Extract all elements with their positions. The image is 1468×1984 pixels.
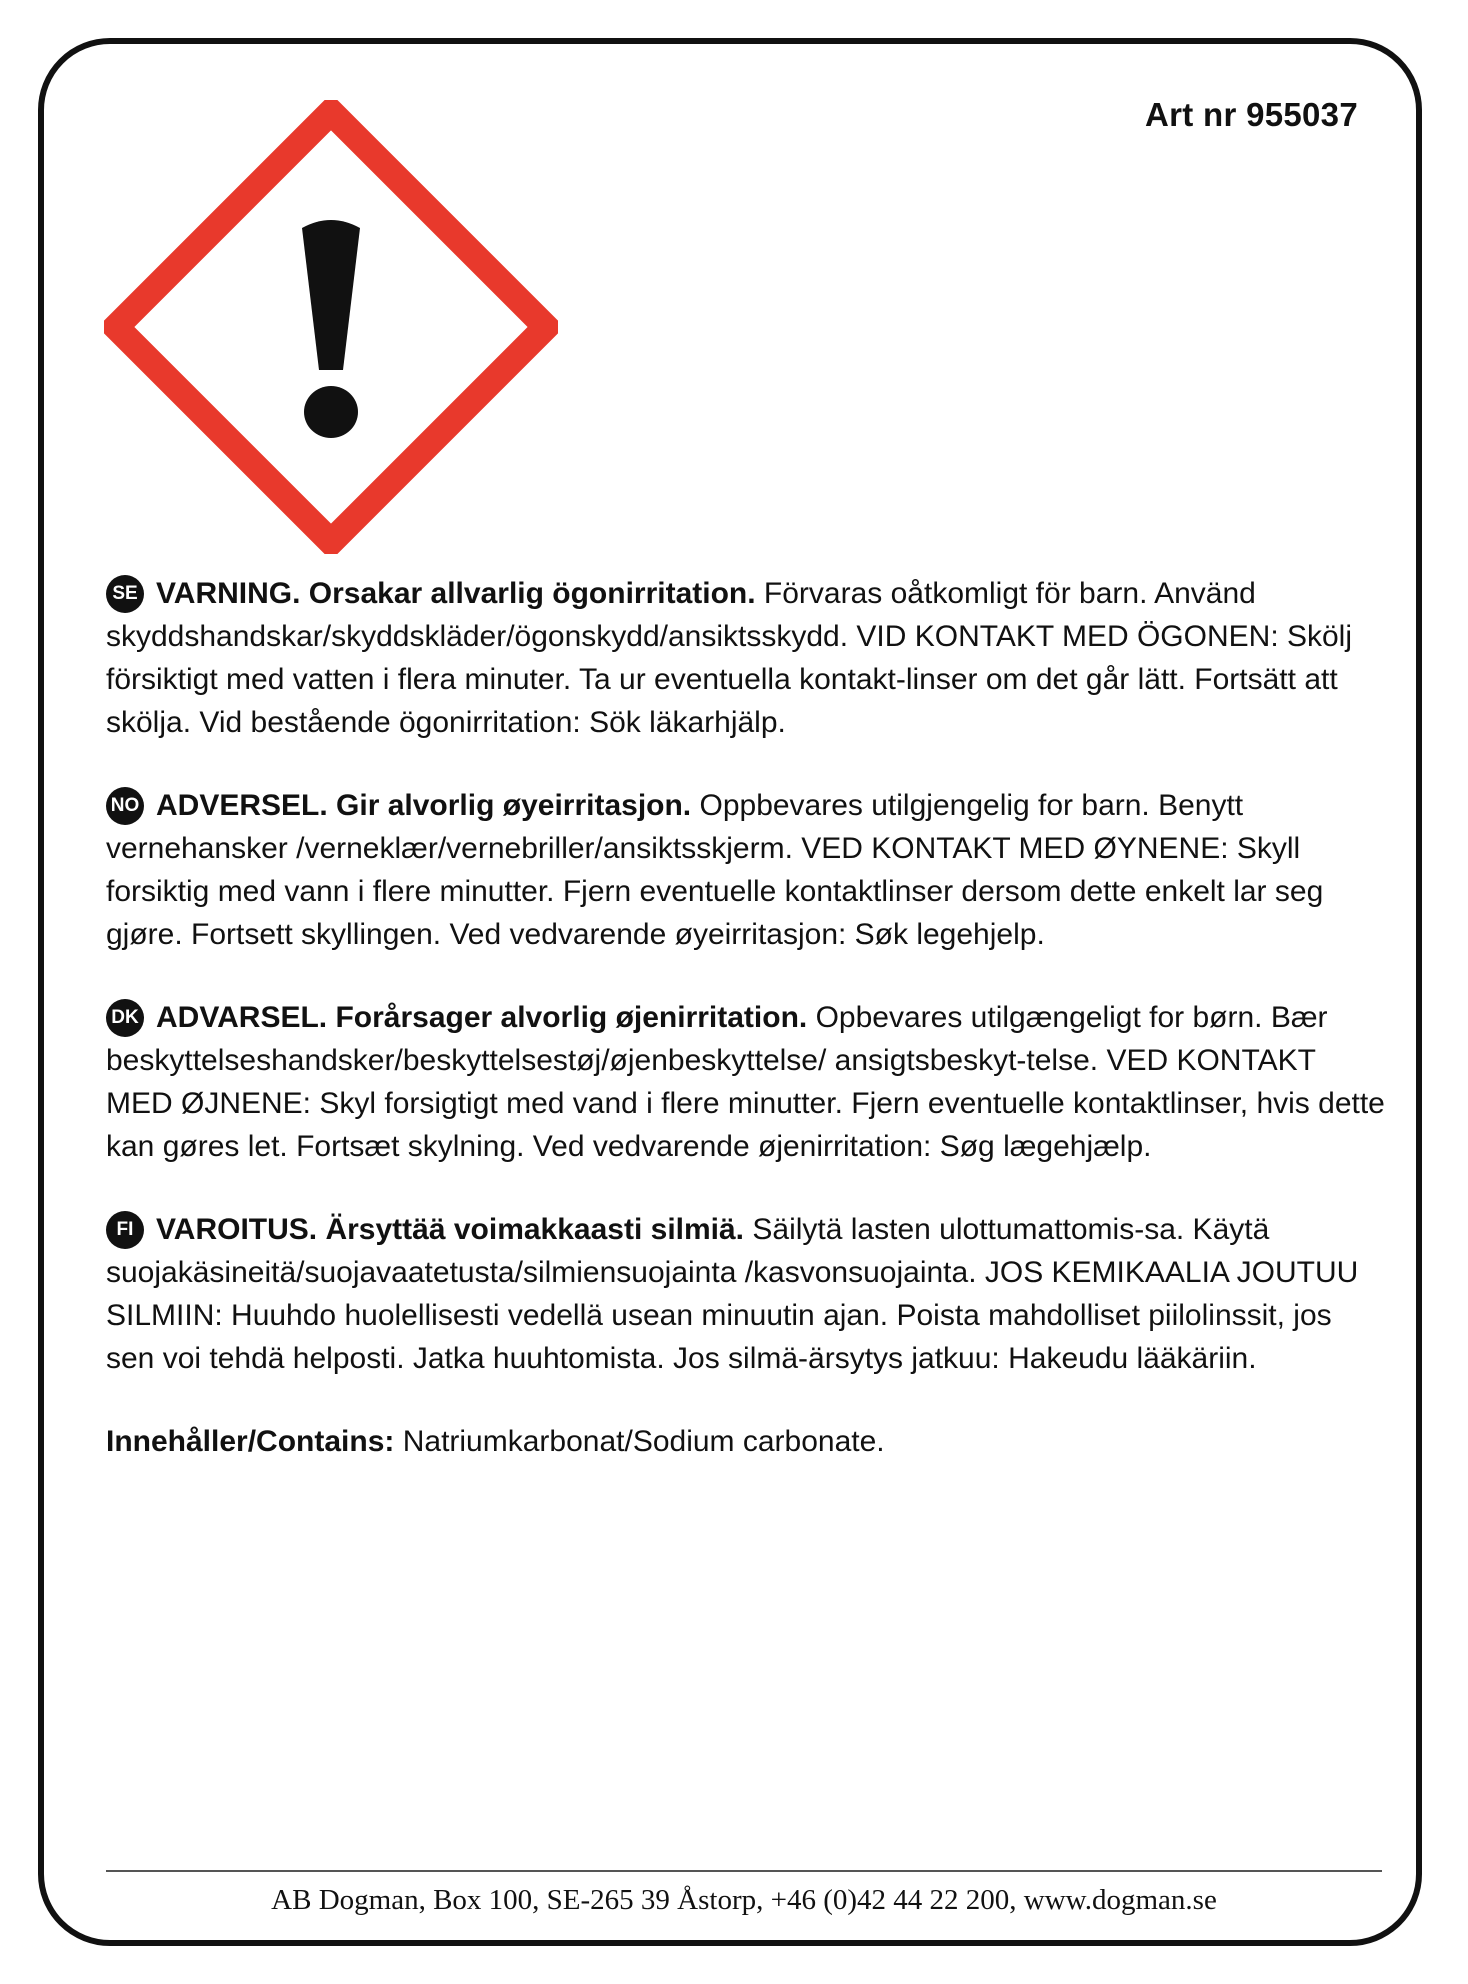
article-number: Art nr 955037 — [1144, 96, 1358, 133]
section-fi — [106, 1208, 1386, 1380]
section-se-headline: VARNING. Orsakar allvarlig ögonirritation. — [156, 577, 756, 610]
contains-label: Innehåller/Contains: — [106, 1425, 395, 1458]
section-se — [106, 572, 1386, 744]
language-badge-se: SE — [106, 575, 144, 613]
contains-line — [106, 1420, 1386, 1463]
section-no-body: Oppbevares utilgjengelig for barn. Benytt vernehansker /verneklær/vernebriller/ansiktsskjerm. VED KONTAKT MED ØYNENE: Skyll forsiktig med vann i flere minutter. Fjern eventuelle kontaktlinser dersom dette enkelt lar seg gjøre. Fortsett skyllingen. Ved vedvarende øyeirritasjon: Søk legehjelp. — [106, 789, 1324, 951]
section-fi-headline: VAROITUS. Ärsyttää voimakkaasti silmiä. — [156, 1213, 745, 1246]
hazard-statements — [106, 572, 1386, 1463]
language-badge-fi: FI — [106, 1211, 144, 1249]
footer-divider — [106, 1870, 1382, 1872]
section-dk — [106, 996, 1386, 1168]
company-footer: AB Dogman, Box 100, SE-265 39 Åstorp, +46 (0)42 44 22 200, www.dogman.se — [271, 1884, 1217, 1916]
contains-value: Natriumkarbonat/Sodium carbonate. — [402, 1425, 885, 1458]
exclamation-mark-hazard-icon — [104, 100, 558, 554]
language-badge-no: NO — [106, 787, 144, 825]
section-dk-body: Opbevares utilgængeligt for børn. Bær beskyttelseshandsker/beskyttelsestøj/øjenbeskyttelse/ ansigtsbeskyt-telse. VED KONTAKT MED ØJNENE: Skyl forsigtigt med vand i flere minutter. Fjern eventuelle kontaktlinser, hvis dette kan gøres let. Fortsæt skylning. Ved vedvarende øjenirritation: Søg lægehjælp. — [106, 1001, 1385, 1163]
section-no — [106, 784, 1386, 956]
section-dk-headline: ADVARSEL. Forårsager alvorlig øjenirritation. — [156, 1001, 808, 1034]
section-fi-body: Säilytä lasten ulottumattomis-sa. Käytä suojakäsineitä/suojavaatetusta/silmiensuojainta /kasvonsuojainta. JOS KEMIKAALIA JOUTUU SILMIIN: Huuhdo huolellisesti vedellä usean minuutin ajan. Poista mahdolliset piilolinssit, jos sen voi tehdä helposti. Jatka huuhtomista. Jos silmä-ärsytys jatkuu: Hakeudu lääkäriin. — [106, 1213, 1359, 1375]
section-no-headline: ADVERSEL. Gir alvorlig øyeirritasjon. — [156, 789, 692, 822]
section-se-body: Förvaras oåtkomligt för barn. Använd skyddshandskar/skyddskläder/ögonskydd/ansiktsskydd. VID KONTAKT MED ÖGONEN: Skölj försiktigt med vatten i flera minuter. Ta ur eventuella kontakt-linser om det går lätt. Fortsätt att skölja. Vid bestående ögonirritation: Sök läkarhjälp. — [106, 577, 1353, 739]
language-badge-dk: DK — [106, 999, 144, 1037]
